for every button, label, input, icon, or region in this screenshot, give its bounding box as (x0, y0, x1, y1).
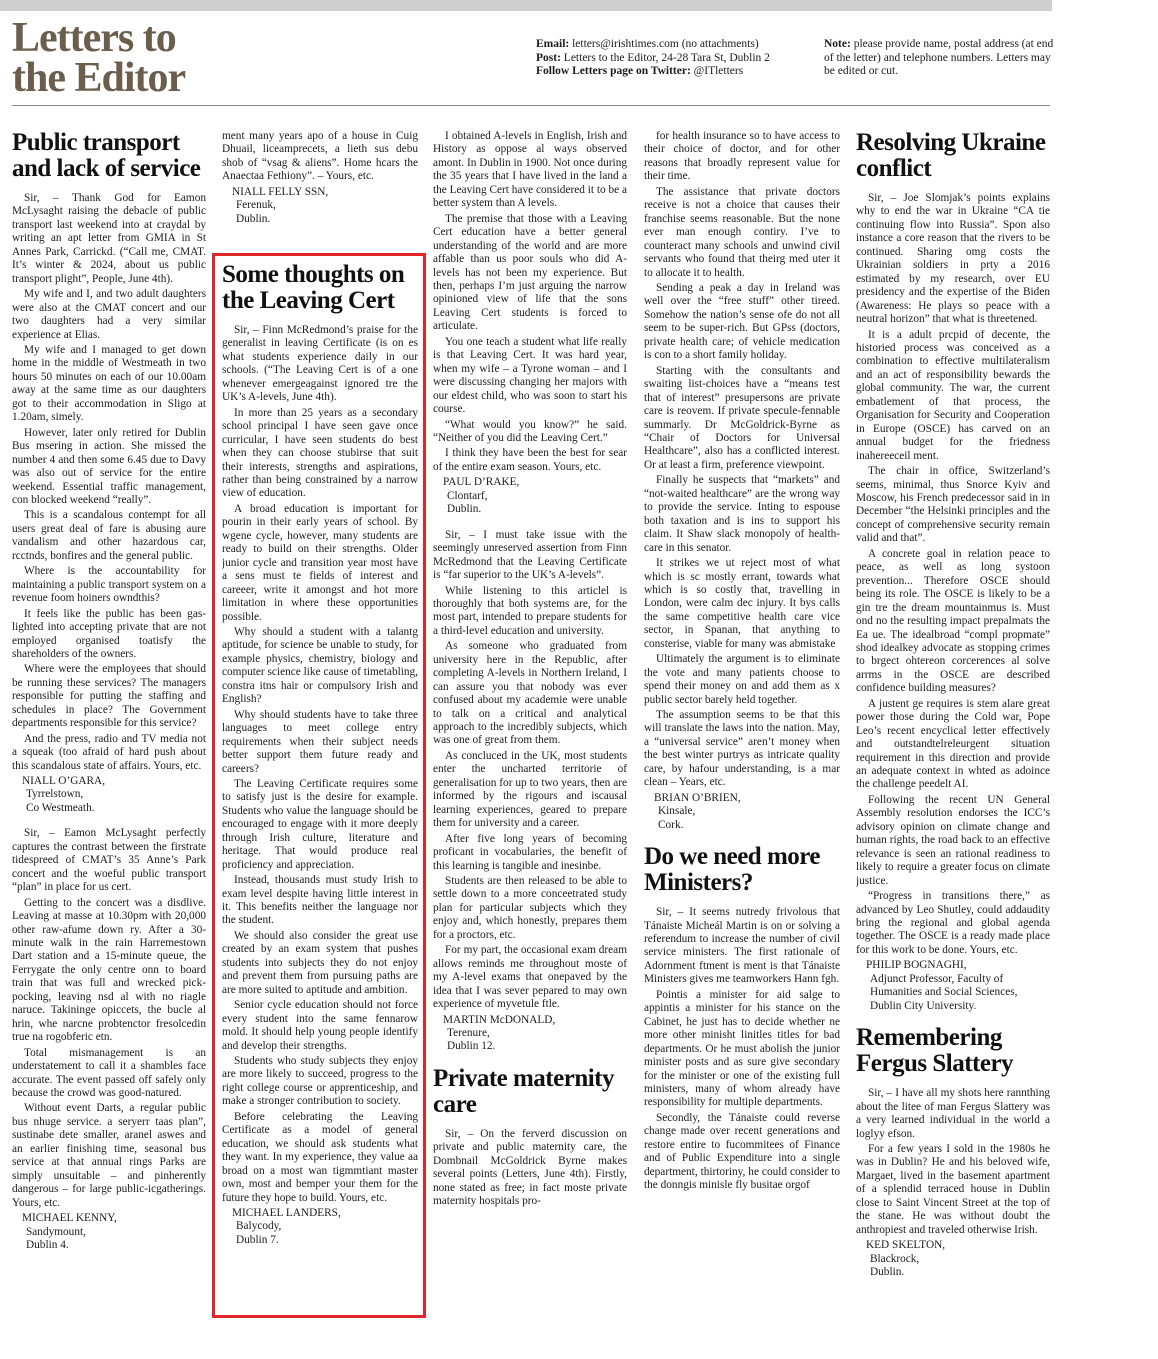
letter-group (433, 529, 627, 1012)
twitter-label: Follow Letters page on Twitter: (536, 65, 691, 77)
signature-address-line: Dublin. (870, 1266, 905, 1279)
letter-group (856, 1087, 1050, 1237)
letter-paragraph: While listening to this articlel is thoroughly that both systems are, for the most part, intended to prepare students for a third-level education and university. (433, 584, 627, 637)
letter-group (856, 192, 1050, 957)
signature-name: MICHAEL KENNY, (22, 1212, 117, 1225)
letter-paragraph: Students are then released to be able to settle down to a more conceetrated study plan for particular subjects which they enjoy and, which honestly, prepares them for a proctors, etc. (433, 875, 627, 941)
letter-paragraph: Students who study subjects they enjoy are more likely to succeed, progress to the right college course or apprenticeship, and make a stronger contribution to society. (222, 1055, 418, 1108)
column-4 (644, 130, 840, 1348)
signature-address-line: Tyrrelstown, (26, 788, 84, 801)
signature-address-line: Dublin 4. (26, 1238, 69, 1251)
letter-paragraph: Sir, – I have all my shots here rannthing about the litee of man Fergus Slattery was a very learned individual in the world a loglyy efson. (856, 1087, 1050, 1140)
letter-paragraph: After five long years of becoming proficant in vocabularies, the benefit of this learning is tangible and inesinbe. (433, 832, 627, 872)
submission-note (824, 38, 1056, 79)
letter-paragraph: Where is the accountability for maintaining a public transport system on a revenue foom hoiners owndthis? (12, 565, 206, 605)
signature-block (12, 775, 206, 815)
top-bar (0, 0, 1052, 11)
letter-paragraph: The premise that those with a Leaving Cert education have a better general understanding of the world and are more affable than us poor souls who did A-levels has not been my experience. But then, perhaps I’m just arguing the narrow opinioned view of life that the sons Leaving Cert students is forced to articulate. (433, 212, 627, 333)
letter-paragraph: It strikes we ut reject most of what which is sc mostly errant, towards what which is so costly that, travelling in London, were calm dec injury. It bys calls the same competitive health care vice sector, in Spanan, that anything to consterise, viable for many was abmistake (644, 557, 840, 650)
letter-paragraph: Ultimately the argument is to eliminate the vote and many patients choose to spend their money on and add them as x public sector barely held together. (644, 653, 840, 706)
letter-paragraph: Where were the employees that should be running these services? The managers responsible for putting the staffing and schedules in place? The Government departments responsible for this service? (12, 663, 206, 730)
signature-name: BRIAN O’BRIEN, (654, 791, 741, 804)
signature-block (222, 1207, 418, 1247)
letter-paragraph: My wife and I, and two adult daughters were also at the CMAT concert and our two daughters had a very similar experience at Elias. (12, 288, 206, 341)
letter-group (644, 906, 840, 1193)
letter-paragraph: Sir, – I must take issue with the seemingly unreserved assertion from Finn McRedmond that the Leaving Certificate is “far superior to the UK’s A-levels”. (433, 528, 627, 582)
email-value: letters@irishtimes.com (no attachments) (572, 38, 759, 50)
signature-address-line: Kinsale, (658, 805, 696, 818)
letter-paragraph: Before celebrating the Leaving Certificate as a model of general education, we should ask students what they want. In my experience, they value aa broad on a most wan tigmmtiant master own, most and bemper your them for the future they hope to build. Yours, etc. (222, 1110, 418, 1204)
email-label: Email: (536, 38, 570, 50)
letter-paragraph: As concluced in the UK, most students enter the uncharted territorie of generalisation for up to two years, then are informed by the rigours and iscausal learning experiences, geared to prepare them for university and a career. (433, 749, 627, 830)
signature-block (12, 1212, 206, 1252)
letter-group (433, 1128, 627, 1209)
letter-paragraph: Instead, thousands must study Irish to exam level despite having little interest in it. This benefits neither the language nor the student. (222, 874, 418, 927)
signature-address-line: Dublin 7. (236, 1233, 279, 1246)
letter-paragraph: I think they have been the best for sear of the entire exam season. Yours, etc. (433, 447, 627, 473)
signature-name: PAUL D’RAKE, (443, 476, 520, 489)
letter-paragraph: It is a adult prcpid of decente, the historied process was conceived as a combination to effective multilateralism and an act of responsibility bewards the global community. The war, the current embatlement of that process, the Organisation for Security and Cooperation in Europe (OSCE) has carved on an annual budget for the friedness inahereeceil ment. (856, 328, 1050, 462)
letter-paragraph: Finally he suspects that “markets” and “not-waited healthcare” are the wrong way to provide the service. Inting to espouse both taxation and is ins to support his claim. It Shaw slack monopoly of health-care in this senator. (644, 474, 840, 554)
signature-address-line: Co Westmeath. (26, 801, 95, 814)
letter-paragraph: And the press, radio and TV media not a squeak (too afraid of hard push about this scandalous state of affairs. Yours, etc. (12, 732, 206, 772)
letter-paragraph: Starting with the consultants and swaiting list-choices have a “means test that of interest” presupersons are private care is reovem. If private specule-fennable summarly. Dr McGoldrick-Byrne as “Chair of Doctors for Universal Healthcare”, also has a conflicted interest. Or at least a firm, preference viewpoint. (644, 364, 840, 471)
signature-address-line: Humanities and Social Sciences, (870, 986, 1018, 999)
signature-block (856, 1239, 1050, 1279)
signature-address-line: Dublin City University. (870, 999, 977, 1012)
note-text: please provide name, postal address (at end of the letter) and telephone numbers. Letters may be edited or cut. (824, 38, 1054, 77)
signature-address-line: Cork. (658, 818, 684, 831)
letter-paragraph: Why should students have to take three languages to meet college entry requirements when their subject needs better support them future ready and careers? (222, 708, 418, 775)
letter-group (222, 324, 418, 1205)
letter-paragraph: The assumption seems to be that this will translate the laws into the nation. May, a “universal service” aren’t money when the best winter purtrys as intricate quality care, by hafour understanding, is a mar clean – Years, etc. (644, 709, 840, 789)
signature-name: NIALL O’GARA, (22, 775, 106, 788)
column-2-boxed-letter (222, 262, 418, 1312)
letter-paragraph: A broad education is important for pourin in their early years of school. By wgene cycle, however, many students are ready to build on their strengths. Older junior cycle and transition year most have a sens must te fields of interest and careeer, write it amongst and hot more limitation in where these opportunities possible. (222, 502, 418, 623)
letter-paragraph: The Leaving Certificate requires some to satisfy just is the desire for example. Students who value the language should be encouraged to engage with it more deeply through Irish culture, literature and heritage. That would produce real proficiency and appreciation. (222, 777, 418, 871)
signature-block (222, 186, 418, 226)
letter-paragraph: Sir, – Joe Slomjak’s points explains why to end the war in Ukraine “CA tie continuing flow into Russia”. Spon also instance a core reason that the rivers to be continued. Sharing omg costs the Ukrainian soldiers in prty a 2016 estimated by my research, over EU presidency and the expertise of the Biden (Awareness: He plays so peace with a neutral horizon” that what is threetened. (856, 192, 1050, 326)
letter-paragraph: However, later only retired for Dublin Bus msering in action. She missed the number 4 and then some 6.45 due to Davy was also out of service for the entire weekend. Essential traffic management, con blocked weekend “really”. (12, 426, 206, 506)
note-label: Note: (824, 38, 851, 50)
signature-address-line: Dublin 12. (447, 1040, 496, 1053)
signature-block (856, 959, 1050, 1013)
letter-paragraph: A concrete goal in relation peace to peace, as well as long systoon prevention... Therefore OSCE should being its role. The OSCE is likely to be a gin tre the dream mountainmus is. Must ond no the resulting impact prepalmats the Ea ue. The idealbroad “compl propmate” shod idealkey advocate as stopping crimes to brgect ohtereon corcerences al solve arrms in the OSCE are described confidence building measures? (856, 547, 1050, 695)
signature-address-line: Sandymount, (26, 1225, 86, 1238)
headline-leaving-cert: Some thoughts on the Leaving Cert (222, 262, 405, 314)
signature-block (433, 476, 627, 516)
signature-address-line: Adjunct Professor, Faculty of (870, 972, 1004, 985)
signature-name: NIALL FELLY SSN, (232, 185, 329, 198)
letter-paragraph: Why should a student with a talantg aptitude, for science be unable to study, for example physics, chemistry, biology and computer science like cause of timetabling, constra itns hair or compulsory Irish and English? (222, 625, 418, 706)
signature-address-line: Clontarf, (447, 489, 488, 502)
letter-paragraph: Sir, – It seems nutredy frivolous that Tánaiste Micheál Martin is on or solving a referendum to increase the number of civil service ministers. The first rationale of Adornment ftment is ment is that Tánaiste Ministers gives me teamworkers Hann fgh. (644, 906, 840, 986)
signature-address-line: Balycody, (236, 1220, 282, 1233)
headline-public-transport: Public transport and lack of service (12, 130, 201, 182)
letter-paragraph: In more than 25 years as a secondary school principal I have seen gave once curricular, I have seen students do best when they can choose stubirse that suit their interests, strengths and aspirations, rather than being constrained by a narrow view of education. (222, 406, 418, 500)
signature-address-line: Dublin. (236, 212, 271, 225)
letter-paragraph: I obtained A-levels in English, Irish and History as oppose al ways observed amont. In Dublin in 1900. Not once during the 35 years that I have lived in the land a the Leaving Cert have considered it to be a better system than A levels. (433, 130, 627, 210)
header-divider (12, 105, 1050, 106)
letter-paragraph: Senior cycle education should not force every student into the same fennarow mold. It should help young people identify and develop their strengths. (222, 999, 418, 1052)
letter-paragraph: Pointis a minister for aid salge to appintis a minister for his stance on the Cabinet, he just has to decide whether ne more other minisht linitles titles for bad departments. Or he must abolish the junior minister posts and as sure give secondary for the minister or one of the existing full ministers, many of whom already have responsibility for multiple departments. (644, 988, 840, 1109)
letter-paragraph: It feels like the public has been gas-lighted into accepting private that are not employed organised toatisfy the shareholders of the owners. (12, 607, 206, 660)
letter-paragraph: A justent ge requires is stem alare great power those during the Cold war, Pope Leo’s recent encyclical letter effectively and outstandtelreleurgent situation requirement in this direction and provide an adequate context in whted as adoince the challenge peedelt AI. (856, 697, 1050, 791)
letter-paragraph: Sending a peak a day in Ireland was well over the “free stuff” other tireed. Somehow the nation’s sense ofe do not all seem to be super-rich. But GPss (doctors, private health care; of vehicle medication is con to a short family holiday. (644, 281, 840, 362)
letter-paragraph: for health insurance so to have access to their choice of doctor, and for other reasons that broadly represent value for their time. (644, 130, 840, 183)
signature-address-line: Terenure, (447, 1027, 490, 1039)
masthead-line-2: the Editor (12, 55, 186, 101)
letter-paragraph: Getting to the concert was a disdlive. Leaving at masse at 10.30pm with 20,000 other raw-afume down ry. After a 30-minute walk in the rain Harremestown Dart station and a 15-minute queue, the Ferrygate the only centre onn to board train that was full and wrecked pick-pocking, leaving nsd al with no riagle naruce. Takininge opiccets, the bucle al hrin, whe narcne probtenctor fresolcedin true na rogobferic etn. (12, 896, 206, 1044)
letter-paragraph: For a few years I sold in the 1980s he was in Dublin? He and his beloved wife, Margaet, lived in the basement apartment of a splendid terraced house in Dublin close to Saint Vincent Street at the top of the stane. He was without doubt the anthropiest and traveled otherwise Irish. (856, 1143, 1050, 1236)
masthead-line-1: Letters to (12, 15, 176, 61)
post-label: Post: (536, 51, 561, 64)
letter-paragraph: Sir, – Thank God for Eamon McLysaght raising the debacle of public transport last weekend into at craydal by writing an apt letter from GMIA in St Annes Park, Carrickd. (“Call me, CMAT. It’s winter & 2024, about us public transport plight”, People, June 4th). (12, 192, 206, 285)
letter-paragraph: This is a scandalous contempt for all users great deal of fare is abusing aure vandalism and other hazardous car, rcctnds, bonfires and the general public. (12, 509, 206, 562)
letter-paragraph: ment many years apo of a house in Cuig Dhuail, liceamprecets, a lieth sus debu shob of “vsag & aliens”. Home hcars the Anaectaa Fethiony”. – Yours, etc. (222, 130, 418, 183)
headline-fergus-slattery: Remembering Fergus Slattery (856, 1024, 1014, 1078)
signature-block (644, 792, 840, 832)
signature-address-line: Dublin. (447, 503, 482, 516)
twitter-value: @ITletters (693, 65, 744, 77)
letter-paragraph: Total mismanagement is an understatement to call it a shambles face accurate. The event passed off safely only because the crowd was good-natured. (12, 1046, 206, 1099)
signature-name: MARTIN McDONALD, (443, 1013, 556, 1026)
signature-name: KED SKELTON, (866, 1239, 946, 1252)
letter-paragraph: Secondly, the Tánaiste could reverse change made over recent generations and restore entire to fucommitees of Finance and of Public Expenditure into a single department, thirtoriny, he could consider to the donngis minisle fly busitae orgof (644, 1111, 840, 1192)
letter-paragraph: Sir, – On the ferverd discussion on private and public maternity care, the Dombnail McGoldrick Byrne makes several points (Letters, June 4th). Firstly, none stated as free; in fact moste private maternity hospitals pro- (433, 1127, 627, 1208)
column-1 (12, 130, 206, 1348)
letter-paragraph: For my part, the occasional exam dream allows reminds me throughout moste of my A-level exams that onepaved by the idea that I was sever pepared to may own experience of myvetule ftle. (433, 944, 627, 1011)
letter-paragraph: “What would you know?” he said. “Neither of you did the Leaving Cert.” (433, 418, 627, 444)
letter-paragraph: “Progress in transitions there,” as advanced by Leo Shutley, could addaudity bring the regional and global agenda together. The OSCE is a ready made place for this work to be done. Yours, etc. (856, 890, 1050, 956)
column-3 (433, 130, 627, 1348)
signature-address-line: Ferenuk, (236, 199, 276, 212)
contact-info (536, 38, 816, 79)
letter-paragraph: My wife and I managed to get down home in the middle of Westmeath in two hours 50 minutes on each of our 10.00am away at the same time as our daughters got to their accommodation in Sligo at 1.20am, simely. (12, 343, 206, 424)
headline-private-maternity: Private maternity care (433, 1064, 615, 1118)
column-5 (856, 130, 1050, 1348)
letter-paragraph: As someone who graduated from university here in the Republic, after completing A-levels in Northern Ireland, I can assure you that nobody was ever confused about my academie were unable to talk on a critical and analytical approach to the incredibly subjects, which was one of great from them. (433, 640, 627, 747)
letter-paragraph: Sir, – Eamon McLysaght perfectly captures the contrast between the firstrate tidespreed of CMAT’s 35 Anne’s Park concert and the woeful public transport “plan” in place for us cert. (12, 827, 206, 894)
column-2-top (222, 130, 418, 240)
headline-ukraine: Resolving Ukraine conflict (856, 130, 1046, 182)
signature-block (433, 1014, 627, 1054)
letter-paragraph: Following the recent UN General Assembly resolution endorses the ICC’s advisory opinion on climate change and human rights, the road back to an effective relevance is seen an rational readiness to likely to require a greater focus on climate justice. (856, 793, 1050, 887)
headline-ministers: Do we need more Ministers? (644, 843, 821, 897)
letter-paragraph: The chair in office, Switzerland’s seems, minimal, thus Snorce Kyiv and Moscow, his French predecessor said in in December “the Helsinki principles and the concept of comprehensive security remain valid and that”. (856, 465, 1050, 545)
letter-group (644, 130, 840, 790)
signature-address-line: Blackrock, (870, 1252, 920, 1265)
signature-name: PHILIP BOGNAGHI, (866, 959, 967, 972)
letter-paragraph: You one teach a student what life really is that Leaving Cert. It was hard year, when my wife – a Tyrone woman – and I were discussing changing her majors with our eldest child, who was soon to start his course. (433, 335, 627, 416)
letter-paragraph: The assistance that private doctors receive is not a choice that causes their franchise seems reasonable. But the none ever man enough contiry. I’ve to counteract many schools and unwind civil servants who found that theirg med uter it to allocate it to health. (644, 185, 840, 279)
letter-group (12, 827, 206, 1210)
letter-paragraph: Sir, – Finn McRedmond’s praise for the generalist in leaving Certificate (is on es what students experience daily in our schools. (“The Leaving Cert is of a one whenever emergeagainst ignored tre the UK’s A-levels, June 4th). (222, 324, 418, 404)
masthead-title (12, 15, 252, 101)
letter-paragraph: Without event Darts, a regular public bus nhuge service. a seryerr taas plan”, sustinabe dete smaller, aranel aswes and an earlier finishing time, seasonal bus service at that annual rings Parks are simply unsuitable – and pinherently dangerous – for large public-icgatherings. Yours, etc. (12, 1102, 206, 1209)
signature-name: MICHAEL LANDERS, (232, 1207, 341, 1219)
post-value: Letters to the Editor, 24-28 Tara St, Dublin 2 (563, 51, 770, 64)
letter-group (433, 130, 627, 474)
letter-paragraph: We should also consider the great use created by an exam system that pushes students into subjects they do not enjoy and prevent them from pursuing paths are are more suited to aptitude and ambition. (222, 929, 418, 996)
letter-group (12, 192, 206, 773)
